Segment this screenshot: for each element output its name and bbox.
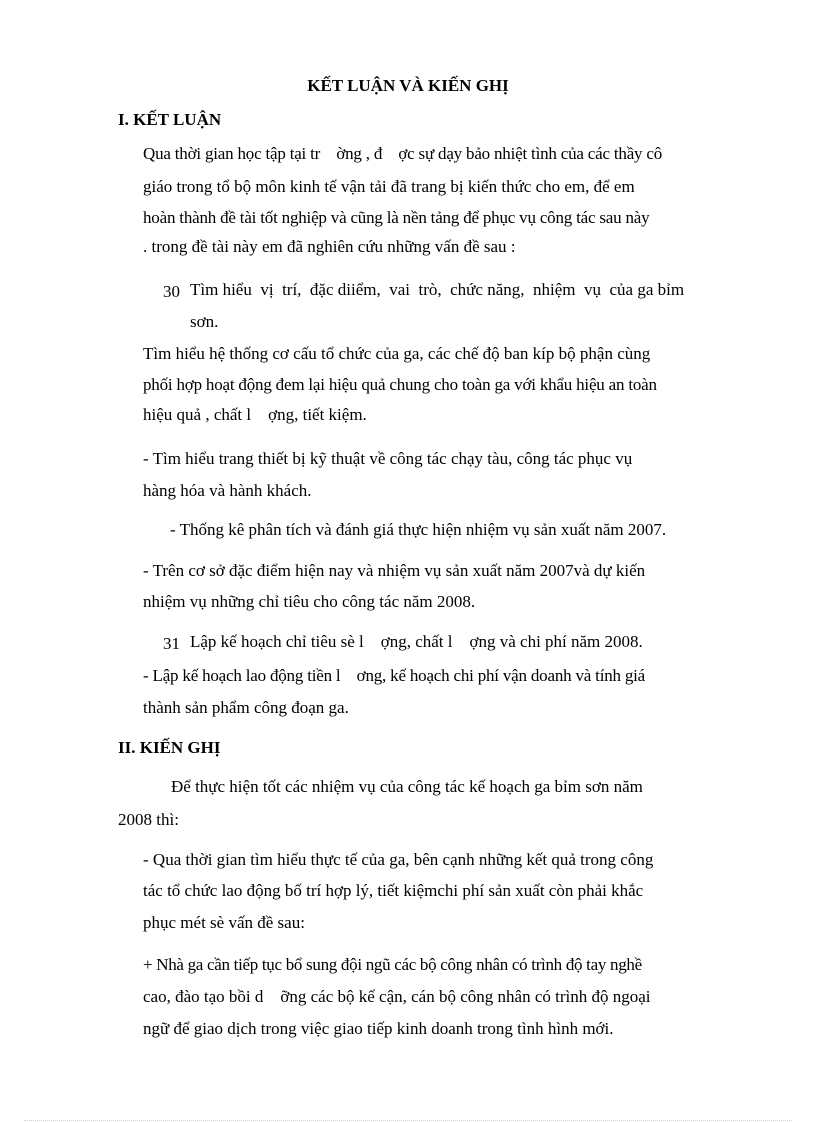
list-item-text: Lập kế hoạch chỉ tiêu sè l ợng, chất l ợng và chi phí năm 2008. <box>190 632 643 651</box>
paragraph-line: . trong đề tài này em đã nghiên cứu những vấn đề sau : <box>143 237 516 256</box>
paragraph-line: - Qua thời gian tìm hiểu thực tế của ga, bên cạnh những kết quả trong công <box>143 850 654 869</box>
document-title: KẾT LUẬN VÀ KIẾN GHỊ <box>307 76 509 95</box>
paragraph-line: phối hợp hoạt động đem lại hiệu quả chung cho toàn ga với khẩu hiệu an toàn <box>143 375 657 394</box>
paragraph-line: - Lập kế hoạch lao động tiền l ơng, kế hoạch chi phí vận doanh và tính giá <box>143 666 646 685</box>
paragraph-line: + Nhà ga cần tiếp tục bổ sung đội ngũ các bộ công nhân có trình độ tay nghề <box>143 955 642 974</box>
paragraph-line: hàng hóa và hành khách. <box>143 481 312 500</box>
paragraph-line: phục mét sè vấn đề sau: <box>143 913 305 932</box>
paragraph-line: - Tìm hiểu trang thiết bị kỹ thuật về công tác chạy tàu, công tác phục vụ <box>143 449 633 468</box>
paragraph-line: hoàn thành đề tài tốt nghiệp và cũng là nền tảng để phục vụ công tác sau này <box>143 208 650 227</box>
paragraph-line: Tìm hiểu hệ thống cơ cấu tổ chức của ga, các chế độ ban kíp bộ phận cùng <box>143 344 651 363</box>
list-item-text: Tìm hiểu vị trí, đặc diiểm, vai trò, chức năng, nhiệm vụ của ga bỉm <box>190 280 685 299</box>
section-heading-kien-ghi: II. KIẾN GHỊ <box>118 738 221 757</box>
paragraph-line: 2008 thì: <box>118 810 179 829</box>
paragraph-line: - Thống kê phân tích và đánh giá thực hiện nhiệm vụ sản xuất năm 2007. <box>170 520 667 539</box>
section-heading-ket-luan: I. KẾT LUẬN <box>118 110 222 129</box>
list-number: 30 <box>163 282 180 301</box>
paragraph-line: tác tổ chức lao động bố trí hợp lý, tiết kiệmchi phí sản xuất còn phải khắc <box>143 881 644 900</box>
paragraph-line: nhiệm vụ những chỉ tiêu cho công tác năm 2008. <box>143 592 476 611</box>
paragraph-line: hiệu quả , chất l ợng, tiết kiệm. <box>143 405 367 424</box>
paragraph-line: ngữ để giao dịch trong việc giao tiếp kinh doanh trong tình hình mới. <box>143 1019 614 1038</box>
list-item-text: sơn. <box>190 312 219 331</box>
paragraph-line: - Trên cơ sở đặc điểm hiện nay và nhiệm vụ sản xuất năm 2007và dự kiến <box>143 561 646 580</box>
paragraph-line: cao, đào tạo bồi d ỡng các bộ kế cận, cán bộ công nhân có trình độ ngoại <box>143 987 651 1006</box>
list-number: 31 <box>163 634 180 653</box>
page-bottom-divider <box>24 1120 792 1121</box>
paragraph-line: Qua thời gian học tập tại tr ờng , đ ợc sự dạy bảo nhiệt tình của các thầy cô <box>143 144 663 163</box>
paragraph-line: giáo trong tổ bộ môn kinh tế vận tải đã trang bị kiến thức cho em, để em <box>143 177 635 196</box>
paragraph-line: thành sản phẩm công đoạn ga. <box>143 698 349 717</box>
paragraph-line: Để thực hiện tốt các nhiệm vụ của công tác kế hoạch ga bỉm sơn năm <box>171 777 643 796</box>
